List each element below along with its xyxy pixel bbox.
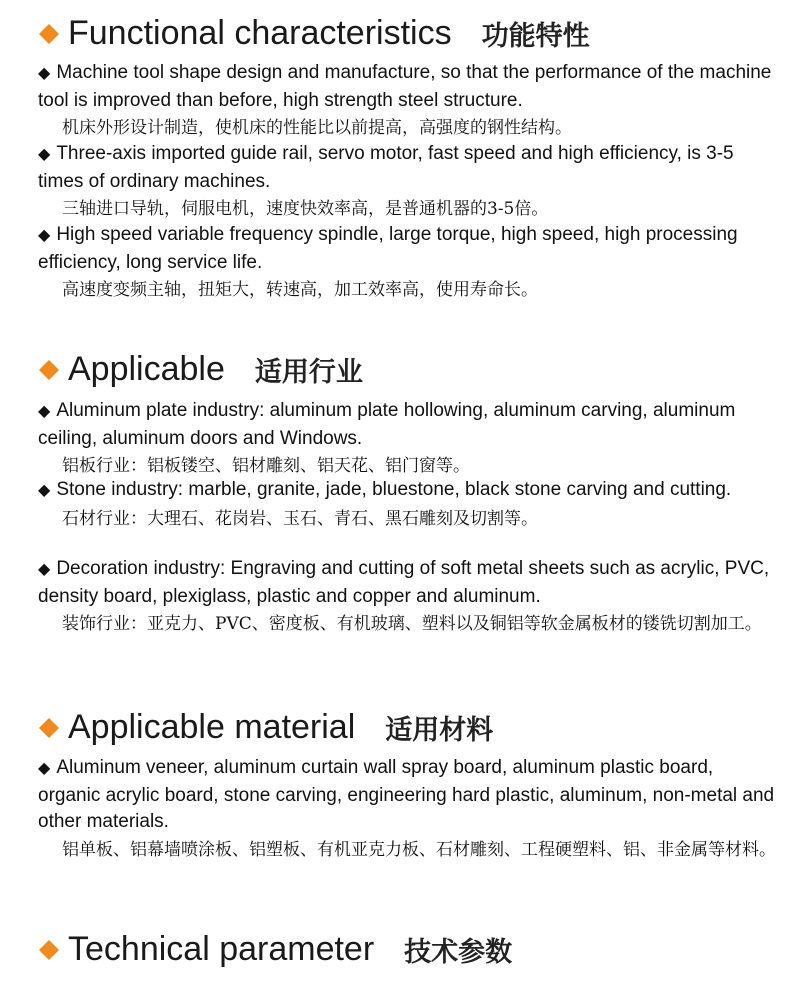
item-text-cn: 装饰行业：亚克力、PVC、密度板、有机玻璃、塑料以及铜铝等软金属板材的镂铣切割加工。 — [62, 614, 762, 634]
section-heading-technical — [38, 930, 512, 969]
list-item — [38, 141, 778, 222]
item-text-cn: 铝单板、铝幕墙喷涂板、铝塑板、有机亚克力板、石材雕刻、工程硬塑料、铝、非金属等材料。 — [62, 839, 776, 860]
section-title-en: Functional characteristics — [68, 14, 452, 52]
section-title-en: Applicable — [68, 350, 225, 388]
item-text-cn: 机床外形设计制造，使机床的性能比以前提高，高强度的钢性结构。 — [62, 118, 572, 138]
item-text-en: Machine tool shape design and manufacture, so that the performance of the machine tool is improved than before, high strength steel structure. — [38, 62, 772, 111]
item-text-en: Aluminum veneer, aluminum curtain wall spray board, aluminum plastic board, organic acrylic board, stone carving, engineering hard plastic, aluminum, non-metal and other materials. — [38, 757, 775, 832]
bullet-diamond-icon: ◆ — [38, 760, 51, 777]
section-title-cn: 技术参数 — [404, 937, 513, 968]
list-item — [38, 60, 778, 141]
item-text-cn: 铝板行业：铝板镂空、铝材雕刻、铝天花、铝门窗等。 — [62, 456, 470, 476]
orange-diamond-icon — [38, 23, 60, 45]
bullet-diamond-icon: ◆ — [38, 227, 51, 244]
section-heading-applicable — [38, 350, 363, 389]
section-title-en: Technical parameter — [68, 930, 375, 968]
bullet-diamond-icon: ◆ — [38, 403, 51, 420]
orange-diamond-icon — [38, 717, 60, 739]
list-item — [38, 755, 778, 863]
bullet-diamond-icon: ◆ — [38, 482, 51, 499]
item-text-en: High speed variable frequency spindle, large torque, high speed, high processing efficiency, long service life. — [38, 224, 738, 273]
item-text-cn: 三轴进口导轨，伺服电机，速度快效率高，是普通机器的3-5倍。 — [62, 199, 549, 219]
bullet-diamond-icon: ◆ — [38, 65, 51, 82]
list-item — [38, 398, 778, 479]
item-text-cn: 高速度变频主轴，扭矩大，转速高，加工效率高，使用寿命长。 — [62, 280, 538, 300]
bullet-diamond-icon: ◆ — [38, 561, 51, 578]
section-title-cn: 功能特性 — [481, 21, 590, 52]
item-text-en: Aluminum plate industry: aluminum plate hollowing, aluminum carving, aluminum ceiling, aluminum doors and Windows. — [38, 400, 736, 449]
section-title-cn: 适用材料 — [385, 715, 494, 746]
item-text-en: Three-axis imported guide rail, servo motor, fast speed and high efficiency, is 3-5 times of ordinary machines. — [38, 143, 734, 192]
list-item — [38, 477, 778, 532]
orange-diamond-icon — [38, 359, 60, 381]
bullet-diamond-icon: ◆ — [38, 146, 51, 163]
list-item — [38, 222, 778, 303]
item-text-en: Decoration industry: Engraving and cutting of soft metal sheets such as acrylic, PVC, density board, plexiglass, plastic and copper and aluminum. — [38, 558, 770, 607]
item-text-en: Stone industry: marble, granite, jade, bluestone, black stone carving and cutting. — [56, 479, 732, 500]
section-heading-functional — [38, 14, 590, 53]
section-title-cn: 适用行业 — [254, 357, 363, 388]
item-text-cn: 石材行业：大理石、花岗岩、玉石、青石、黑石雕刻及切割等。 — [62, 508, 538, 529]
section-heading-material — [38, 708, 493, 747]
orange-diamond-icon — [38, 939, 60, 961]
list-item — [38, 556, 778, 637]
section-title-en: Applicable material — [68, 708, 356, 746]
